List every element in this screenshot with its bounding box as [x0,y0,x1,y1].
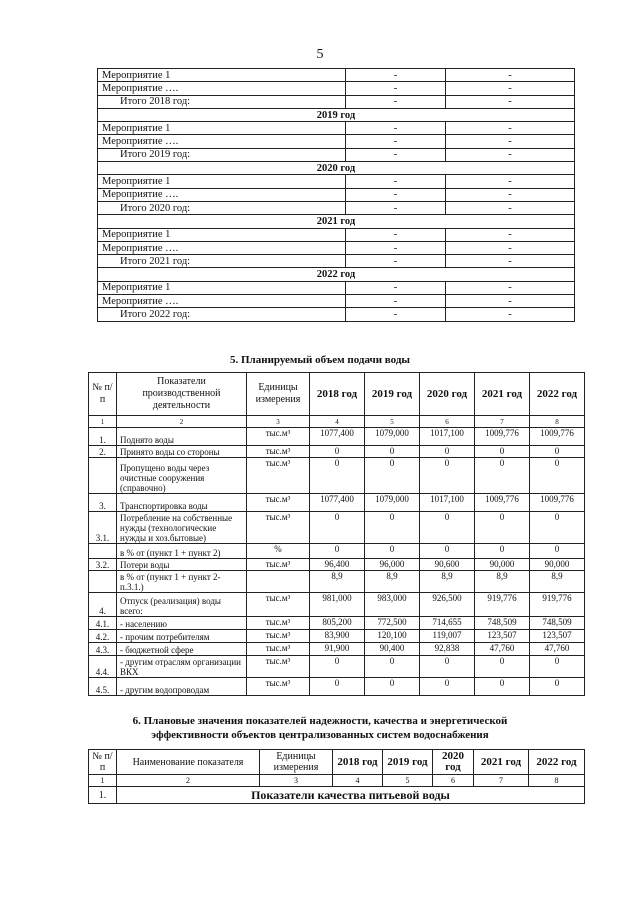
value-cell: 90,600 [420,559,475,571]
value-cell: 0 [475,458,530,494]
dash-cell: - [446,308,575,321]
value-cell: 92,838 [420,643,475,656]
value-cell: 1079,000 [365,494,420,512]
value-cell: 91,900 [310,643,365,656]
unit-cell: тыс.м³ [247,458,310,494]
table-row [98,228,575,241]
value-cell: 0 [310,458,365,494]
value-cell: 1009,776 [475,494,530,512]
dash-cell: - [446,148,575,161]
activity-name: Мероприятие …. [98,295,346,308]
value-cell: 0 [365,512,420,544]
value-cell: 120,100 [365,630,420,643]
unit-cell: % [247,544,310,559]
dash-cell: - [446,175,575,188]
unit-cell: тыс.м³ [247,630,310,643]
row-number [89,571,117,593]
year-heading: 2022 год [98,268,575,281]
dash-cell: - [446,281,575,294]
value-cell: 748,509 [475,617,530,630]
dash-cell: - [446,295,575,308]
dash-cell: - [346,95,446,108]
year-row [98,215,575,228]
header-cell: 2018 год [310,373,365,416]
row-number: 3.2. [89,559,117,571]
value-cell: 0 [310,678,365,696]
table-row [89,656,585,678]
value-cell: 0 [530,446,585,458]
year-row [98,162,575,175]
value-cell: 0 [420,656,475,678]
value-cell: 919,776 [475,593,530,617]
value-cell: 0 [365,544,420,559]
dash-cell: - [346,135,446,148]
row-number: 3. [89,494,117,512]
header-cell: 2022 год [530,373,585,416]
section-5-title: 5. Планируемый объем подачи воды [230,354,410,366]
indicator-name: - другим отраслям организации ВКХ [117,656,247,678]
column-number: 2 [117,775,260,787]
header-cell: № п/п [89,373,117,416]
column-number: 8 [529,775,585,787]
unit-cell: тыс.м³ [247,428,310,446]
value-cell: 0 [365,458,420,494]
row-number: 4. [89,593,117,617]
activity-name: Мероприятие …. [98,241,346,254]
unit-cell: тыс.м³ [247,494,310,512]
dash-cell: - [446,255,575,268]
value-cell: 0 [365,656,420,678]
row-number: 4.4. [89,656,117,678]
indicator-name: Потери воды [117,559,247,571]
indicator-name: - прочим потребителям [117,630,247,643]
column-number: 2 [117,416,247,428]
value-cell: 1077,400 [310,494,365,512]
header-cell: Наименование показателя [117,750,260,775]
year-row [98,268,575,281]
indicator-name: Потребление на собственные нужды (технологические нужды и хоз.бытовые) [117,512,247,544]
value-cell: 0 [530,544,585,559]
section-6-title-line-1: 6. Плановые значения показателей надежности, качества и энергетической [132,715,508,727]
header-cell: 2019 год [365,373,420,416]
unit-cell: тыс.м³ [247,643,310,656]
value-cell: 0 [530,678,585,696]
table-row [89,643,585,656]
table-row [89,617,585,630]
table-row [98,241,575,254]
value-cell: 8,9 [420,571,475,593]
value-cell: 123,507 [475,630,530,643]
activity-name: Мероприятие …. [98,82,346,95]
table-header-row [89,750,585,775]
column-number: 4 [310,416,365,428]
table-row [98,308,575,321]
value-cell: 119,007 [420,630,475,643]
table-row [89,544,585,559]
header-cell: 2020 год [433,750,474,775]
header-cell: 2019 год [383,750,433,775]
unit-cell: тыс.м³ [247,678,310,696]
dash-cell: - [346,69,446,82]
activity-name: Мероприятие 1 [98,69,346,82]
total-label: Итого 2022 год: [98,308,346,321]
header-cell: 2022 год [529,750,585,775]
dash-cell: - [446,228,575,241]
table-row [89,494,585,512]
value-cell: 1077,400 [310,428,365,446]
value-cell: 8,9 [365,571,420,593]
row-number: 4.3. [89,643,117,656]
column-number: 3 [260,775,333,787]
activity-name: Мероприятие …. [98,135,346,148]
activities-table [97,68,575,322]
dash-cell: - [446,135,575,148]
header-cell: 2020 год [420,373,475,416]
value-cell: 90,000 [530,559,585,571]
value-cell: 983,000 [365,593,420,617]
value-cell: 1009,776 [530,494,585,512]
total-label: Итого 2020 год: [98,201,346,214]
reliability-indicators-table [88,749,585,804]
year-row [98,108,575,121]
total-label: Итого 2021 год: [98,255,346,268]
unit-cell: тыс.м³ [247,656,310,678]
value-cell: 1009,776 [530,428,585,446]
table-row [89,446,585,458]
indicator-name: - другим водопроводам [117,678,247,696]
value-cell: 83,900 [310,630,365,643]
header-cell: Единицы измерения [247,373,310,416]
indicator-name: - населению [117,617,247,630]
unit-cell: тыс.м³ [247,593,310,617]
table-row [89,458,585,494]
value-cell: 0 [530,656,585,678]
group-title: Показатели качества питьевой воды [117,787,585,804]
table-row [89,512,585,544]
total-label: Итого 2019 год: [98,148,346,161]
value-cell: 90,000 [475,559,530,571]
value-cell: 0 [530,512,585,544]
value-cell: 0 [310,512,365,544]
column-number: 7 [475,416,530,428]
indicator-name: Поднято воды [117,428,247,446]
header-cell: Единицы измерения [260,750,333,775]
value-cell: 90,400 [365,643,420,656]
value-cell: 1079,000 [365,428,420,446]
value-cell: 96,000 [365,559,420,571]
value-cell: 0 [475,544,530,559]
row-number: 4.2. [89,630,117,643]
header-cell: Показатели производственной деятельности [117,373,247,416]
value-cell: 0 [365,678,420,696]
row-number [89,458,117,494]
unit-cell [247,571,310,593]
column-number: 6 [433,775,474,787]
value-cell: 772,500 [365,617,420,630]
column-number: 1 [89,416,117,428]
value-cell: 0 [420,678,475,696]
dash-cell: - [446,188,575,201]
row-number: 3.1. [89,512,117,544]
dash-cell: - [446,69,575,82]
value-cell: 1017,100 [420,494,475,512]
column-number: 7 [474,775,529,787]
value-cell: 8,9 [310,571,365,593]
dash-cell: - [446,122,575,135]
table-row [89,678,585,696]
column-number: 5 [383,775,433,787]
year-heading: 2020 год [98,162,575,175]
table-row [98,175,575,188]
dash-cell: - [446,95,575,108]
dash-cell: - [346,228,446,241]
column-number: 3 [247,416,310,428]
dash-cell: - [446,241,575,254]
dash-cell: - [346,175,446,188]
dash-cell: - [346,188,446,201]
dash-cell: - [346,82,446,95]
value-cell: 0 [420,512,475,544]
dash-cell: - [446,201,575,214]
column-number: 6 [420,416,475,428]
value-cell: 748,509 [530,617,585,630]
unit-cell: тыс.м³ [247,446,310,458]
value-cell: 0 [365,446,420,458]
value-cell: 0 [475,678,530,696]
activity-name: Мероприятие 1 [98,228,346,241]
value-cell: 0 [310,446,365,458]
table-header-row [89,373,585,416]
activity-name: Мероприятие 1 [98,281,346,294]
year-heading: 2019 год [98,108,575,121]
activity-name: Мероприятие 1 [98,122,346,135]
value-cell: 47,760 [475,643,530,656]
dash-cell: - [446,82,575,95]
row-number: 1. [89,787,117,804]
value-cell: 0 [310,656,365,678]
table-row [89,428,585,446]
dash-cell: - [346,295,446,308]
dash-cell: - [346,281,446,294]
indicator-name: - бюджетной сфере [117,643,247,656]
table-row [89,630,585,643]
table-row [98,255,575,268]
value-cell: 0 [475,512,530,544]
table-row [98,201,575,214]
table-row [98,69,575,82]
column-number: 4 [333,775,383,787]
table-row [98,188,575,201]
value-cell: 0 [475,656,530,678]
value-cell: 1017,100 [420,428,475,446]
header-cell: 2018 год [333,750,383,775]
indicator-name: Принято воды со стороны [117,446,247,458]
activity-name: Мероприятие 1 [98,175,346,188]
dash-cell: - [346,201,446,214]
row-number: 1. [89,428,117,446]
row-number: 4.5. [89,678,117,696]
column-number: 5 [365,416,420,428]
page-number: 5 [316,47,324,62]
table-row [89,559,585,571]
indicator-name: Пропущено воды через очистные сооружения (справочно) [117,458,247,494]
column-number-row [89,775,585,787]
table-row [98,82,575,95]
table-row [98,135,575,148]
table-row [98,95,575,108]
table-row [98,122,575,135]
dash-cell: - [346,122,446,135]
table-row [98,295,575,308]
table-row [89,787,585,804]
value-cell: 805,200 [310,617,365,630]
activity-name: Мероприятие …. [98,188,346,201]
value-cell: 0 [420,458,475,494]
water-supply-table [88,372,585,696]
header-cell: 2021 год [474,750,529,775]
column-number-row [89,416,585,428]
value-cell: 0 [420,446,475,458]
value-cell: 1009,776 [475,428,530,446]
indicator-name: Отпуск (реализация) воды всего: [117,593,247,617]
row-number [89,544,117,559]
value-cell: 8,9 [475,571,530,593]
value-cell: 981,000 [310,593,365,617]
section-6-title-line-2: эффективности объектов централизованных систем водоснабжения [151,729,489,741]
table-row [98,281,575,294]
header-cell: № п/п [89,750,117,775]
value-cell: 919,776 [530,593,585,617]
column-number: 8 [530,416,585,428]
dash-cell: - [346,241,446,254]
year-heading: 2021 год [98,215,575,228]
unit-cell: тыс.м³ [247,512,310,544]
dash-cell: - [346,148,446,161]
indicator-name: в % от (пункт 1 + пункт 2- п.3.1.) [117,571,247,593]
section-6-title [0,714,640,742]
value-cell: 123,507 [530,630,585,643]
value-cell: 714,655 [420,617,475,630]
value-cell: 8,9 [530,571,585,593]
unit-cell: тыс.м³ [247,559,310,571]
indicator-name: Транспортировка воды [117,494,247,512]
row-number: 2. [89,446,117,458]
table-row [89,571,585,593]
value-cell: 47,760 [530,643,585,656]
total-label: Итого 2018 год: [98,95,346,108]
unit-cell: тыс.м³ [247,617,310,630]
dash-cell: - [346,308,446,321]
table-row [98,148,575,161]
row-number: 4.1. [89,617,117,630]
value-cell: 96,400 [310,559,365,571]
value-cell: 0 [475,446,530,458]
dash-cell: - [346,255,446,268]
value-cell: 0 [310,544,365,559]
header-cell: 2021 год [475,373,530,416]
indicator-name: в % от (пункт 1 + пункт 2) [117,544,247,559]
table-row [89,593,585,617]
value-cell: 0 [530,458,585,494]
value-cell: 926,500 [420,593,475,617]
column-number: 1 [89,775,117,787]
value-cell: 0 [420,544,475,559]
